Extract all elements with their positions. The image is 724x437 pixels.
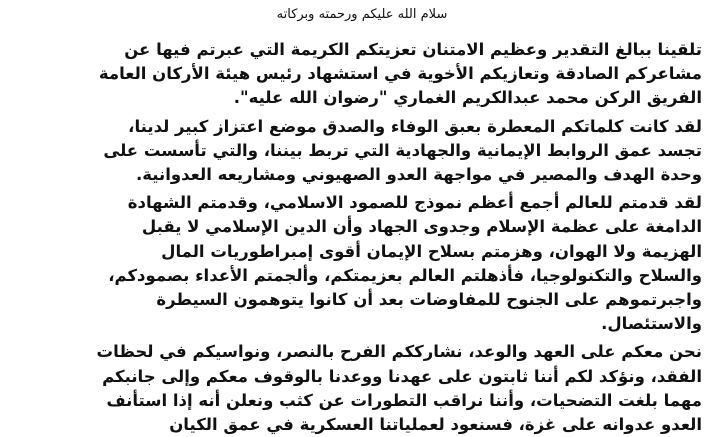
paragraph-line: مهما بلغت التضحيات، وأننا نراقب التطورات عن كثب ونعلن أنه إذا استأنف — [106, 390, 702, 410]
paragraph-line: الهزيمة ولا الهوان، وهزمتم بسلاح الإيمان أقوى إمبراطوريات المال — [161, 241, 702, 261]
paragraph-line: والاستئصال. — [601, 314, 702, 334]
paragraph-line: الفريق الركن محمد عبدالكريم الغماري "رضوان الله عليه". — [233, 88, 702, 108]
paragraph-bonds — [22, 115, 702, 188]
paragraph-line: نحن معكم على العهد والوعد، نشارككم الفرح بالنصر، ونواسيكم في لحظات — [96, 342, 702, 362]
paragraph-line: الفقد، ونؤكد لكم أننا ثابتون على عهدنا ووعدنا بالوقوف معكم وإلى جانبكم — [102, 366, 702, 386]
paragraph-line: مشاعركم الصادقة وتعازيكم الأخوية في استشهاد رئيس هيئة الأركان العامة — [98, 64, 702, 84]
paragraph-condolence-thanks — [22, 38, 702, 111]
paragraph-line: تجسد عمق الروابط الإيمانية والجهادية التي تربط بيننا، والتي تأسست على — [103, 140, 702, 160]
paragraph-steadfastness — [22, 191, 702, 336]
paragraph-line: لقد قدمتم للعالم أجمع أعظم نموذج للصمود الاسلامي، وقدمتم الشهادة — [127, 193, 702, 213]
paragraph-line: لقد كانت كلماتكم المعطرة بعبق الوفاء والصدق موضع اعتزاز كبير لدينا، — [128, 116, 702, 136]
paragraph-line: تلقينا ببالغ التقدير وعظيم الامتنان تعزيتكم الكريمة التي عبرتم فيها عن — [124, 40, 702, 59]
paragraph-line: العدو عدوانه على غزة، فسنعود لعملياتنا العسكرية في عمق الكيان — [169, 415, 702, 435]
paragraph-line: واجبرتموهم على الجنوح للمفاوضات بعد أن كانوا يتوهمون السيطرة — [156, 290, 702, 310]
paragraph-line: الدامغة على عظمة الإسلام وجدوى الجهاد وأن الدين الإسلامي لا يقبل — [141, 217, 702, 237]
greeting-line: سلام الله عليكم ورحمته وبركاته — [276, 7, 448, 22]
paragraph-line: وحدة الهدف والمصير في مواجهة العدو الصهيوني ومشاريعه العدوانية. — [136, 165, 702, 185]
paragraph-commitment — [22, 340, 702, 437]
paragraph-line: والسلاح والتكنولوجيا، فأذهلتم العالم بعزيمتكم، وألجمتم الأعداء بصمودكم، — [108, 265, 702, 285]
